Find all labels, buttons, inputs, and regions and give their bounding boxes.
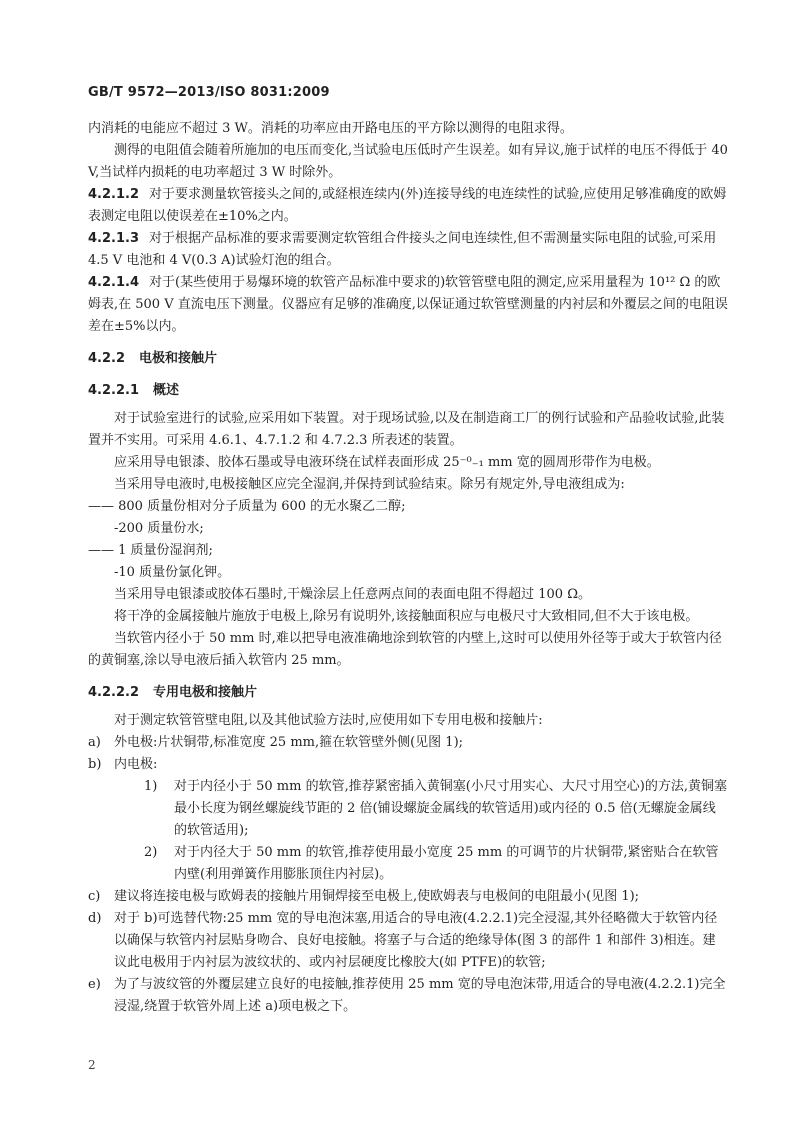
clause-number: 4.2.2.2 [88,685,139,700]
heading-4-2-2-2 [88,682,728,704]
list-label: a) [88,735,101,750]
list-item-b [88,754,728,776]
clause-4-2-1-3 [88,228,728,272]
liquid-item: —— 800 质量份相对分子质量为 600 的无水聚乙二醇; [88,499,406,514]
list-label: d) [88,911,102,926]
liquid-item: —— 1 质量份湿润剂; [88,543,213,558]
list-text: 为了与波纹管的外覆层建立良好的电接触,推荐使用 25 mm 宽的导电泡沫带,用适合的导电液(4.2.2.1)完全浸湿,绕置于软管外周上述 a)项电极之下。 [114,977,726,1014]
list-label: 1) [144,779,158,794]
list-text: 外电极:片状铜带,标准宽度 25 mm,箍在软管壁外侧(见图 1); [114,735,464,750]
heading-title: 专用电极和接触片 [153,685,258,700]
page-number: 2 [88,1058,96,1072]
clause-number: 4.2.1.3 [88,231,139,246]
heading-title: 概述 [153,383,180,398]
heading-title: 电极和接触片 [139,351,218,366]
list-label: 2) [144,845,158,860]
paragraph: 测得的电阻值会随着所施加的电压而变化,当试验电压低时产生误差。如有异议,施于试样的电压不得低于 40 V,当试样内损耗的电功率超过 3 W 时除外。 [88,143,728,180]
document-body [88,118,728,1018]
liquid-item: -10 质量份氯化钾。 [114,565,231,580]
list-item-a [88,732,728,754]
list-item-d [88,908,728,974]
clause-number: 4.2.1.2 [88,187,139,202]
list-label: c) [88,889,101,904]
paragraph: 当采用导电银漆或胶体石墨时,干燥涂层上任意两点间的表面电阻不得超过 100 Ω。 [114,587,591,602]
liquid-item: -200 质量份水; [114,521,204,536]
clause-text: 对于根据产品标准的要求需要测定软管组合件接头之间电连续性,但不需测量实际电阻的试验,可采用 4.5 V 电池和 4 V(0.3 A)试验灯泡的组合。 [88,231,717,268]
clause-number: 4.2.2.1 [88,383,139,398]
clause-4-2-1-2 [88,184,728,228]
clause-number: 4.2.2 [88,351,126,366]
heading-4-2-2 [88,348,728,370]
list-text: 对于 b)可选替代物:25 mm 宽的导电泡沫塞,用适合的导电液(4.2.2.1)完全浸湿,其外径略微大于软管内径以确保与软管内衬层贴身吻合、良好电接触。将塞子与合适的绝缘导体(图 3 的部件 1 和部件 3)相连。建议此电极用于内衬层为波纹状的、或内衬层硬度比橡胶大(如 PTFE)的软管; [114,911,718,970]
clause-number: 4.2.1.4 [88,275,139,290]
list-text: 内电极: [114,757,158,772]
standard-header: GB/T 9572—2013/ISO 8031:2009 [88,85,330,100]
list-item-b1 [88,776,728,842]
clause-4-2-1-4 [88,272,728,338]
list-text: 对于内径小于 50 mm 的软管,推荐紧密插入黄铜塞(小尺寸用实心、大尺寸用空心)的方法,黄铜塞最小长度为钢丝螺旋线节距的 2 倍(铺设螺旋金属线的软管适用)或内径的 0.5 倍(无螺旋金属线的软管适用); [174,779,728,838]
list-item-e [88,974,728,1018]
paragraph: 将干净的金属接触片施放于电极上,除另有说明外,该接触面积应与电极尺寸大致相同,但不大于该电极。 [114,609,699,624]
paragraph: 当采用导电液时,电极接触区应完全湿润,并保持到试验结束。除另有规定外,导电液组成为: [114,477,625,492]
heading-4-2-2-1 [88,380,728,402]
list-label: b) [88,757,102,772]
list-label: e) [88,977,101,992]
paragraph: 应采用导电银漆、胶体石墨或导电液环绕在试样表面形成 25⁻⁰₋₁ mm 宽的圆周形带作为电极。 [114,455,660,470]
list-text: 建议将连接电极与欧姆表的接触片用铜焊接至电极上,使欧姆表与电极间的电阻最小(见图 1); [114,889,640,904]
paragraph: 对于测定软管管壁电阻,以及其他试验方法时,应使用如下专用电极和接触片: [114,713,543,728]
list-item-b2 [88,842,728,886]
list-item-c [88,886,728,908]
paragraph: 当软管内径小于 50 mm 时,难以把导电液准确地涂到软管的内壁上,这时可以使用外径等于或大于软管内径的黄铜塞,涂以导电液后插入软管内 25 mm。 [88,631,722,668]
clause-text: 对于(某些使用于易爆环境的软管产品标准中要求的)软管管壁电阻的测定,应采用量程为 10¹² Ω 的欧姆表,在 500 V 直流电压下测量。仪器应有足够的准确度,以保证通过软管壁测量的内衬层和外覆层之间的电阻误差在±5%以内。 [88,275,728,334]
list-text: 对于内径大于 50 mm 的软管,推荐使用最小宽度 25 mm 的可调节的片状铜带,紧密贴合在软管内壁(利用弹簧作用膨胀顶住内衬层)。 [174,845,719,882]
clause-text: 对于要求测量软管接头之间的,或経根连续内(外)连接导线的电连续性的试验,应使用足够准确度的欧姆表测定电阻以使误差在±10%之内。 [88,187,727,224]
paragraph: 对于试验室进行的试验,应采用如下装置。对于现场试验,以及在制造商工厂的例行试验和产品验收试验,此装置并不实用。可采用 4.6.1、4.7.1.2 和 4.7.2.3 所表述的装置。 [88,411,725,448]
continued-paragraph: 内消耗的电能应不超过 3 W。消耗的功率应由开路电压的平方除以测得的电阻求得。 [88,121,573,136]
